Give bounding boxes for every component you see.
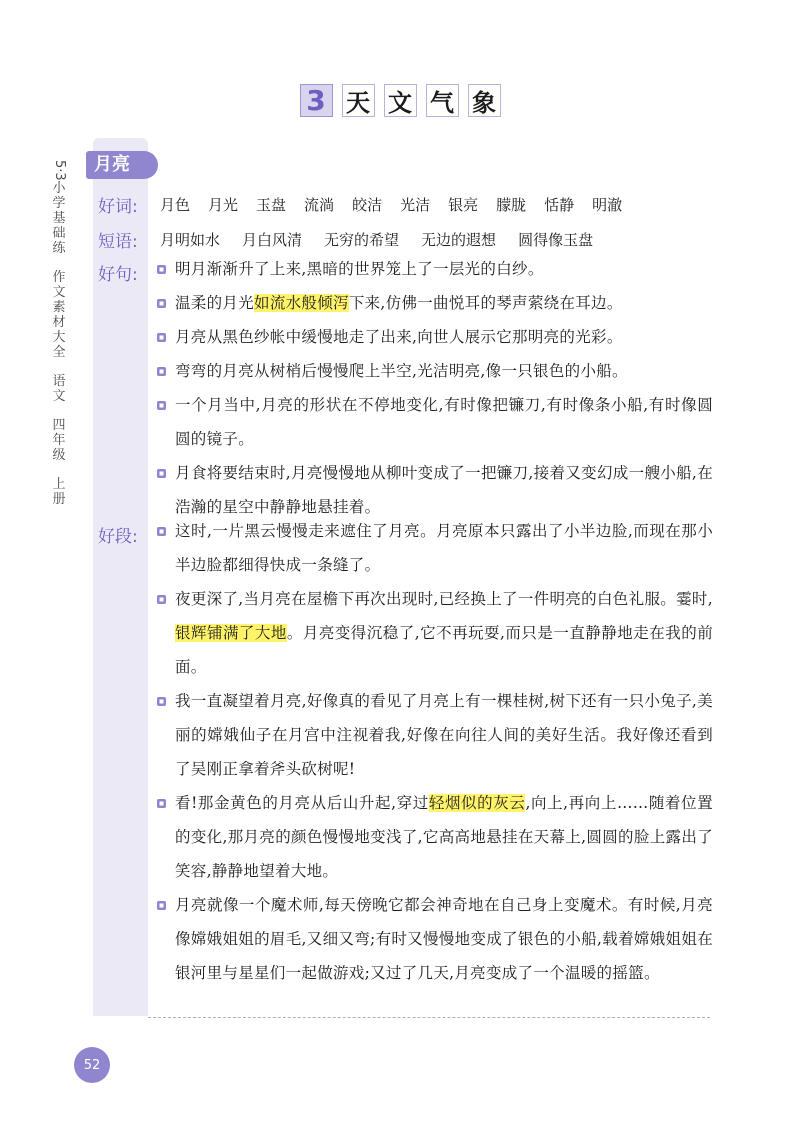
good-word: 流淌 <box>304 196 335 214</box>
volume-label: 上 册 <box>52 476 66 507</box>
sentences-list <box>157 252 713 524</box>
page-number: 52 <box>74 1047 110 1083</box>
sentence-item: 弯弯的月亮从树梢后慢慢爬上半空,光洁明亮,像一只银色的小船。 <box>157 354 713 388</box>
good-word: 恬静 <box>544 196 575 214</box>
phrases-list <box>160 229 593 250</box>
chapter-number: 3 <box>300 84 333 117</box>
good-word: 月色 <box>160 196 191 214</box>
phrase: 月白风清 <box>242 231 303 249</box>
good-words-list <box>160 194 622 215</box>
good-words-label: 好词: <box>98 197 138 217</box>
sentence-item: 月亮从黑色纱帐中缓慢地走了出来,向世人展示它那明亮的光彩。 <box>157 320 713 354</box>
divider <box>148 1017 710 1018</box>
paragraph-item: 月亮就像一个魔术师,每天傍晚它都会神奇地在自己身上变魔术。有时候,月亮像嫦娥姐姐的眉毛,又细又弯;有时又慢慢地变成了银色的小船,载着嫦娥姐姐在银河里与星星们一起做游戏;又过了几天,月亮变成了一个温暖的摇篮。 <box>157 888 713 990</box>
paragraph-item: 看!那金黄色的月亮从后山升起,穿过轻烟似的灰云,向上,再向上……随着位置的变化,那月亮的颜色慢慢地变浅了,它高高地悬挂在天幕上,圆圆的脸上露出了笑容,静静地望着大地。 <box>157 786 713 888</box>
good-word: 月光 <box>208 196 239 214</box>
sentence-item: 温柔的月光如流水般倾泻下来,仿佛一曲悦耳的琴声萦绕在耳边。 <box>157 286 713 320</box>
chapter-title-char: 文 <box>384 84 417 117</box>
phrases-label: 短语: <box>98 232 138 252</box>
grade-label: 四 年 级 <box>52 417 66 463</box>
paragraphs-label: 好段: <box>98 527 138 547</box>
brand-label: 5·3 <box>52 160 67 181</box>
chapter-title-char: 天 <box>342 84 375 117</box>
series-label: 小 学 基 础 练 <box>52 180 66 256</box>
subject-label: 语 文 <box>52 373 66 404</box>
paragraph-item: 夜更深了,当月亮在屋檐下再次出现时,已经换上了一件明亮的白色礼服。霎时,银辉铺满了大地。月亮变得沉稳了,它不再玩耍,而只是一直静静地走在我的前面。 <box>157 582 713 684</box>
good-word: 皎洁 <box>352 196 383 214</box>
good-word: 银亮 <box>448 196 479 214</box>
chapter-title-char: 气 <box>426 84 459 117</box>
highlighted-text: 轻烟似的灰云 <box>428 794 526 812</box>
chapter-title <box>0 84 800 117</box>
sentence-item: 明月渐渐升了上来,黑暗的世界笼上了一层光的白纱。 <box>157 252 713 286</box>
chapter-title-char: 象 <box>468 84 501 117</box>
phrase: 圆得像玉盘 <box>518 231 594 249</box>
highlighted-text: 银辉铺满了大地 <box>175 624 287 642</box>
sentence-item: 月食将要结束时,月亮慢慢地从柳叶变成了一把镰刀,接着又变幻成一艘小船,在浩瀚的星空中静静地悬挂着。 <box>157 456 713 524</box>
good-word: 明澈 <box>592 196 623 214</box>
section-title: 月亮 <box>86 151 158 179</box>
book-label: 作 文 素 材 大 全 <box>52 269 66 360</box>
good-word: 玉盘 <box>256 196 287 214</box>
phrase: 无边的遐想 <box>421 231 497 249</box>
phrase: 无穷的希望 <box>324 231 400 249</box>
sentence-item: 一个月当中,月亮的形状在不停地变化,有时像把镰刀,有时像条小船,有时像圆圆的镜子。 <box>157 388 713 456</box>
paragraph-item: 我一直凝望着月亮,好像真的看见了月亮上有一棵桂树,树下还有一只小兔子,美丽的嫦娥仙子在月宫中注视着我,好像在向往人间的美好生活。我好像还看到了吴刚正拿着斧头砍树呢! <box>157 684 713 786</box>
phrase: 月明如水 <box>160 231 221 249</box>
good-word: 光洁 <box>400 196 431 214</box>
paragraph-item: 这时,一片黑云慢慢走来遮住了月亮。月亮原本只露出了小半边脸,而现在那小半边脸都细得快成一条缝了。 <box>157 514 713 582</box>
side-book-info <box>52 160 66 507</box>
good-word: 朦胧 <box>496 196 527 214</box>
highlighted-text: 如流水般倾泻 <box>254 294 349 312</box>
sentences-label: 好句: <box>98 265 138 285</box>
paragraphs-list <box>157 514 713 990</box>
